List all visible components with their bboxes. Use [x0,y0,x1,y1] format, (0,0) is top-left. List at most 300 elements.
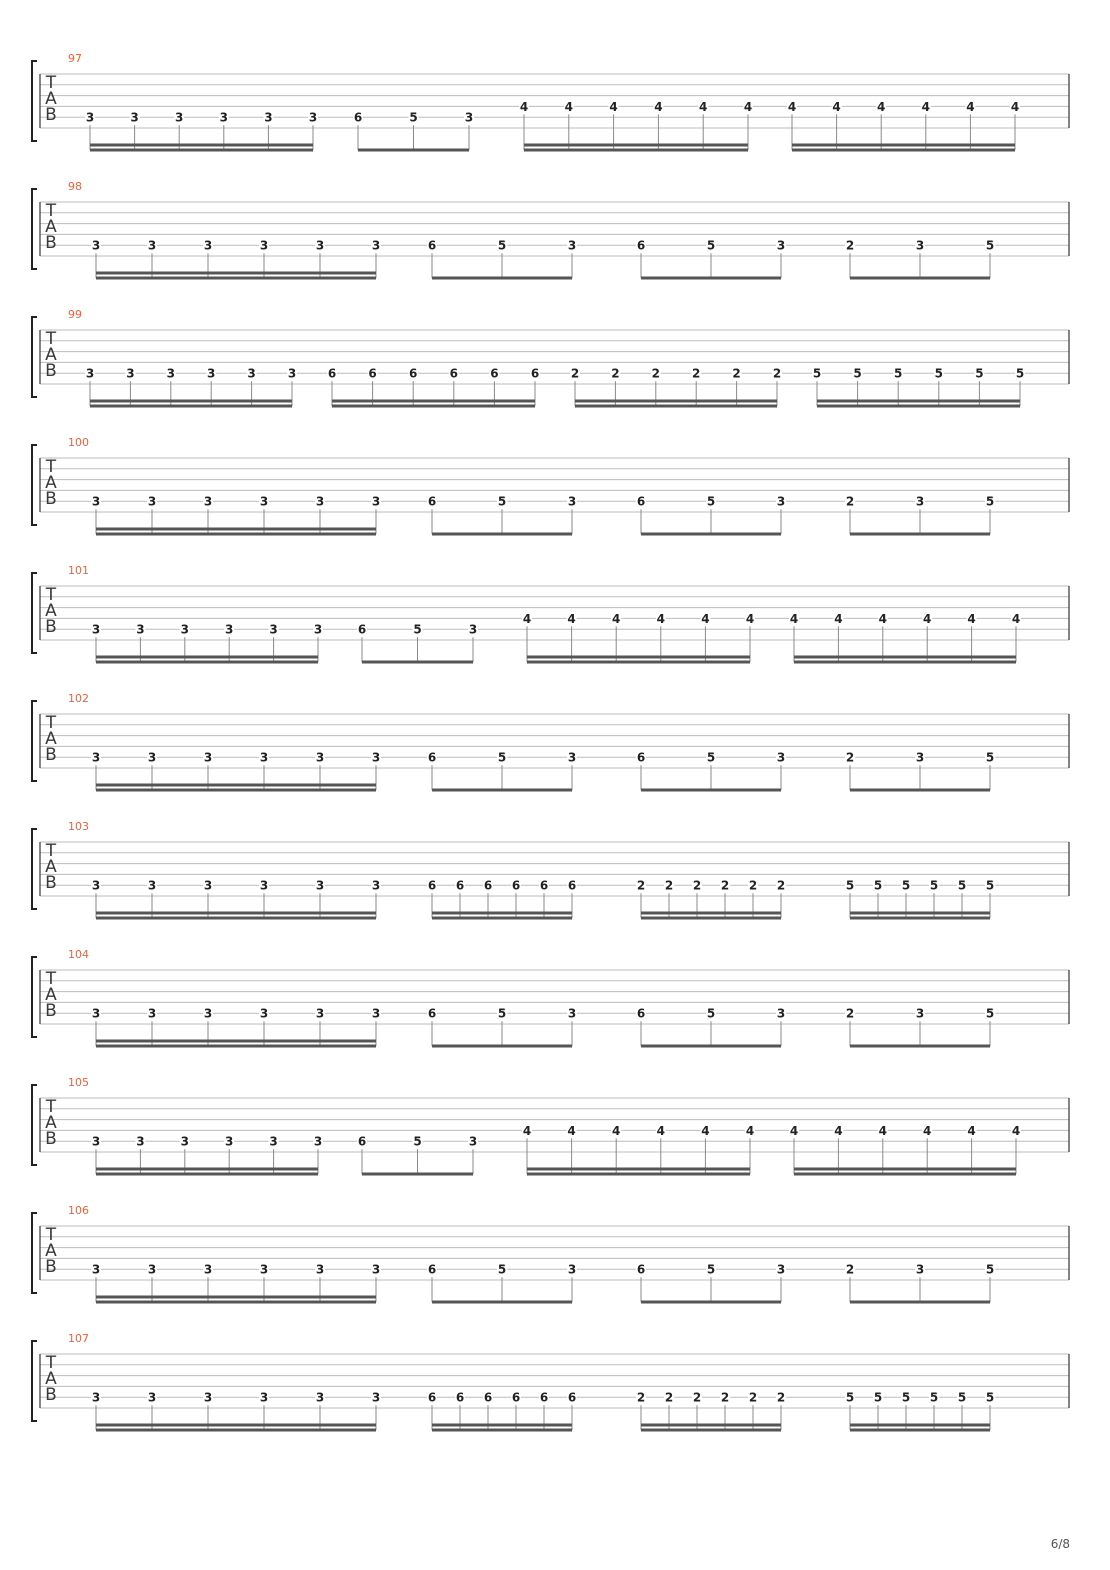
fret-number: 6 [636,1006,646,1021]
fret-number: 3 [269,622,278,637]
fret-number: 3 [269,1134,278,1149]
fret-number: 3 [915,238,925,253]
tab-clef-letter: A [45,601,57,621]
page-number: 6/8 [1050,1537,1070,1551]
fret-number: 2 [636,1390,646,1405]
fret-number: 2 [776,1390,786,1405]
fret-number: 6 [427,750,437,765]
fret-number: 5 [975,366,984,381]
fret-number: 3 [915,494,925,509]
fret-number: 5 [957,1390,967,1405]
fret-number: 3 [371,238,381,253]
fret-number: 4 [701,611,710,626]
fret-number: 3 [91,494,101,509]
fret-number: 6 [636,1262,646,1277]
fret-number: 3 [126,366,135,381]
fret-number: 3 [315,1262,325,1277]
measure-number: 103 [68,820,89,833]
measure-number: 105 [68,1076,89,1089]
fret-number: 6 [427,878,437,893]
fret-number: 3 [259,750,269,765]
fret-number: 2 [664,1390,674,1405]
tab-clef-letter: B [45,1001,57,1021]
fret-number: 3 [203,878,213,893]
fret-number: 5 [985,238,995,253]
fret-number: 3 [464,110,474,125]
tab-clef-letter: B [45,873,57,893]
fret-number: 4 [789,1123,799,1138]
fret-number: 6 [427,494,437,509]
fret-number: 2 [692,366,701,381]
fret-number: 3 [308,110,318,125]
fret-number: 4 [745,1123,755,1138]
fret-number: 3 [136,1134,145,1149]
fret-number: 3 [203,494,213,509]
fret-number: 5 [497,750,507,765]
beam-group [427,1390,577,1430]
fret-number: 3 [567,750,577,765]
fret-number: 6 [327,366,337,381]
fret-number: 3 [147,1006,157,1021]
beam-group [427,1006,577,1046]
measure-number: 107 [68,1332,89,1345]
beam-group [91,1262,381,1302]
fret-number: 4 [654,99,663,114]
beam-group [91,622,323,662]
system-brace [32,1341,37,1421]
fret-number: 3 [776,1006,786,1021]
fret-number: 5 [985,494,995,509]
tab-system [32,1332,1069,1430]
fret-number: 3 [147,494,157,509]
fret-number: 5 [409,110,418,125]
fret-number: 3 [371,750,381,765]
fret-number: 3 [259,494,269,509]
fret-number: 2 [692,1390,702,1405]
fret-number: 5 [894,366,903,381]
beam-group [636,1390,786,1430]
fret-number: 2 [664,878,674,893]
fret-number: 3 [85,110,95,125]
fret-number: 5 [985,750,995,765]
fret-number: 2 [772,366,782,381]
beam-group [522,611,755,662]
beam-group [91,1390,381,1430]
fret-number: 4 [966,99,975,114]
fret-number: 5 [901,878,911,893]
fret-number: 6 [511,1390,521,1405]
tab-clef-letter: A [45,1369,57,1389]
fret-number: 6 [490,366,499,381]
fret-number: 6 [483,878,493,893]
fret-number: 3 [776,238,786,253]
tab-clef-letter: B [45,489,57,509]
beam-group [91,750,381,790]
fret-number: 3 [313,1134,323,1149]
fret-number: 2 [748,1390,758,1405]
fret-number: 5 [873,878,883,893]
tab-clef-letter: A [45,217,57,237]
fret-number: 5 [985,1006,995,1021]
fret-number: 5 [985,1390,995,1405]
beam-group [85,110,318,150]
fret-number: 3 [371,494,381,509]
fret-number: 3 [203,1262,213,1277]
fret-number: 5 [985,1262,995,1277]
tab-clef-letter: B [45,1385,57,1405]
beam-group [636,238,786,278]
tab-clef-letter: A [45,985,57,1005]
fret-number: 4 [519,99,529,114]
system-brace [32,189,37,269]
system-brace [32,829,37,909]
tab-clef-letter: B [45,105,57,125]
fret-number: 3 [147,750,157,765]
fret-number: 4 [834,611,843,626]
beam-group [357,622,478,662]
beam-group [845,1390,995,1430]
fret-number: 6 [539,878,549,893]
tab-clef-letter: T [45,713,57,733]
fret-number: 3 [166,366,175,381]
fret-number: 4 [609,99,618,114]
fret-number: 4 [787,99,797,114]
fret-number: 3 [203,238,213,253]
fret-number: 3 [567,1262,577,1277]
beam-group [570,366,782,406]
fret-number: 4 [832,99,841,114]
fret-number: 6 [636,238,646,253]
fret-number: 6 [427,1262,437,1277]
fret-number: 3 [91,1262,101,1277]
measure-number: 106 [68,1204,89,1217]
fret-number: 5 [706,1006,716,1021]
fret-number: 3 [567,238,577,253]
fret-number: 6 [511,878,521,893]
fret-number: 4 [699,99,708,114]
fret-number: 4 [1011,1123,1021,1138]
tab-clef-letter: T [45,841,57,861]
fret-number: 4 [967,611,976,626]
fret-number: 6 [530,366,540,381]
tab-clef-letter: B [45,745,57,765]
tab-clef-letter: B [45,1129,57,1149]
fret-number: 4 [522,611,532,626]
fret-number: 6 [427,1006,437,1021]
tab-clef-letter: A [45,1241,57,1261]
fret-number: 4 [522,1123,532,1138]
fret-number: 4 [878,611,887,626]
beam-group [91,878,381,918]
beam-group [427,494,577,534]
fret-number: 4 [1010,99,1020,114]
tab-clef-letter: A [45,345,57,365]
fret-number: 4 [789,611,799,626]
fret-number: 3 [203,750,213,765]
fret-number: 4 [923,611,932,626]
measure-number: 97 [68,52,82,65]
fret-number: 3 [91,238,101,253]
fret-number: 2 [720,1390,730,1405]
system-brace [32,701,37,781]
fret-number: 6 [539,1390,549,1405]
tab-system [32,308,1069,406]
tab-system [32,820,1069,918]
fret-number: 3 [313,622,323,637]
fret-number: 6 [409,366,418,381]
fret-number: 4 [701,1123,710,1138]
system-brace [32,445,37,525]
fret-number: 3 [136,622,145,637]
fret-number: 4 [743,99,753,114]
beam-group [91,1006,381,1046]
beam-group [91,494,381,534]
fret-number: 6 [455,878,465,893]
fret-number: 3 [85,366,95,381]
measure-number: 104 [68,948,89,961]
fret-number: 6 [567,878,577,893]
fret-number: 3 [315,750,325,765]
tab-clef-letter: A [45,89,57,109]
fret-number: 2 [748,878,758,893]
fret-number: 4 [567,611,576,626]
measure-number: 102 [68,692,89,705]
fret-number: 5 [706,750,716,765]
fret-number: 2 [845,750,855,765]
fret-number: 3 [259,1262,269,1277]
beam-group [519,99,753,150]
fret-number: 4 [878,1123,887,1138]
fret-number: 4 [564,99,573,114]
fret-number: 2 [845,1262,855,1277]
fret-number: 2 [692,878,702,893]
tab-clef-letter: T [45,73,57,93]
fret-number: 3 [264,110,273,125]
fret-number: 4 [745,611,755,626]
fret-number: 2 [611,366,620,381]
measure-number: 98 [68,180,82,193]
fret-number: 3 [259,1006,269,1021]
tab-clef-letter: T [45,1097,57,1117]
fret-number: 4 [567,1123,576,1138]
beam-group [427,878,577,918]
fret-number: 3 [147,1262,157,1277]
tab-system [32,1204,1069,1302]
fret-number: 3 [915,1262,925,1277]
system-brace [32,317,37,397]
tab-clef-letter: A [45,729,57,749]
fret-number: 5 [413,622,422,637]
beam-group [845,494,995,534]
fret-number: 4 [967,1123,976,1138]
fret-number: 2 [845,1006,855,1021]
tab-clef-letter: T [45,457,57,477]
fret-number: 4 [656,1123,665,1138]
fret-number: 5 [706,238,716,253]
fret-number: 3 [315,1006,325,1021]
fret-number: 2 [776,878,786,893]
beam-group [522,1123,755,1174]
fret-number: 2 [570,366,580,381]
fret-number: 4 [612,611,621,626]
fret-number: 3 [287,366,297,381]
fret-number: 5 [413,1134,422,1149]
measure-number: 100 [68,436,89,449]
tab-clef-letter: T [45,1353,57,1373]
fret-number: 4 [834,1123,843,1138]
beam-group [427,238,577,278]
fret-number: 6 [357,622,367,637]
beam-group [845,750,995,790]
fret-number: 3 [315,1390,325,1405]
fret-number: 3 [147,878,157,893]
fret-number: 6 [357,1134,367,1149]
fret-number: 5 [845,1390,855,1405]
beam-group [353,110,474,150]
fret-number: 3 [91,622,101,637]
measure-number: 101 [68,564,89,577]
fret-number: 3 [91,1006,101,1021]
beam-group [91,1134,323,1174]
fret-number: 3 [247,366,256,381]
fret-number: 5 [901,1390,911,1405]
fret-number: 6 [567,1390,577,1405]
fret-number: 3 [180,1134,189,1149]
fret-number: 2 [636,878,646,893]
fret-number: 3 [315,238,325,253]
fret-number: 3 [468,622,478,637]
fret-number: 3 [468,1134,478,1149]
fret-number: 2 [732,366,741,381]
tab-clef-letter: B [45,361,57,381]
fret-number: 3 [180,622,189,637]
beam-group [636,1262,786,1302]
fret-number: 3 [203,1390,213,1405]
fret-number: 2 [720,878,730,893]
tab-clef-letter: T [45,1225,57,1245]
fret-number: 3 [371,1262,381,1277]
fret-number: 3 [315,494,325,509]
beam-group [845,878,995,918]
fret-number: 5 [845,878,855,893]
tab-system [32,948,1069,1046]
beam-group [636,494,786,534]
fret-number: 6 [636,750,646,765]
beam-group [636,1006,786,1046]
tab-clef-letter: B [45,617,57,637]
fret-number: 3 [776,750,786,765]
fret-number: 5 [706,494,716,509]
fret-number: 5 [957,878,967,893]
fret-number: 5 [497,1006,507,1021]
fret-number: 3 [91,878,101,893]
beam-group [357,1134,478,1174]
fret-number: 3 [259,238,269,253]
fret-number: 5 [497,238,507,253]
beam-group [85,366,297,406]
fret-number: 3 [225,622,234,637]
tab-clef-letter: A [45,1113,57,1133]
fret-number: 5 [1015,366,1025,381]
fret-number: 6 [353,110,363,125]
fret-number: 6 [427,238,437,253]
beam-group [845,238,995,278]
system-brace [32,61,37,141]
fret-number: 3 [203,1006,213,1021]
beam-group [789,1123,1021,1174]
fret-number: 5 [929,878,939,893]
tab-clef-letter: A [45,857,57,877]
fret-number: 3 [91,1390,101,1405]
fret-number: 3 [567,1006,577,1021]
fret-number: 4 [921,99,930,114]
tab-clef-letter: T [45,201,57,221]
beam-group [427,750,577,790]
beam-group [91,238,381,278]
fret-number: 3 [147,238,157,253]
fret-number: 6 [483,1390,493,1405]
fret-number: 3 [371,1390,381,1405]
fret-number: 3 [371,878,381,893]
beam-group [636,750,786,790]
fret-number: 5 [934,366,943,381]
fret-number: 3 [175,110,184,125]
fret-number: 5 [985,878,995,893]
fret-number: 2 [651,366,660,381]
fret-number: 6 [427,1390,437,1405]
fret-number: 4 [656,611,665,626]
tab-clef-letter: T [45,969,57,989]
fret-number: 6 [449,366,458,381]
fret-number: 3 [315,878,325,893]
fret-number: 3 [259,878,269,893]
beam-group [427,1262,577,1302]
tab-clef-letter: B [45,1257,57,1277]
fret-number: 3 [219,110,228,125]
fret-number: 3 [259,1390,269,1405]
tab-system [32,692,1069,790]
fret-number: 5 [929,1390,939,1405]
fret-number: 6 [636,494,646,509]
fret-number: 4 [612,1123,621,1138]
system-brace [32,573,37,653]
fret-number: 5 [497,494,507,509]
beam-group [789,611,1021,662]
system-brace [32,1213,37,1293]
fret-number: 5 [812,366,822,381]
tab-system [32,52,1069,150]
system-brace [32,1085,37,1165]
beam-group [636,878,786,918]
fret-number: 3 [91,1134,101,1149]
fret-number: 6 [368,366,377,381]
fret-number: 3 [776,494,786,509]
tab-system [32,1076,1069,1174]
fret-number: 3 [371,1006,381,1021]
tab-clef-letter: A [45,473,57,493]
tab-system [32,564,1069,662]
measure-number: 99 [68,308,82,321]
fret-number: 2 [845,494,855,509]
fret-number: 5 [497,1262,507,1277]
beam-group [812,366,1025,406]
fret-number: 4 [923,1123,932,1138]
beam-group [787,99,1020,150]
system-brace [32,957,37,1037]
fret-number: 3 [915,750,925,765]
fret-number: 5 [873,1390,883,1405]
beam-group [845,1006,995,1046]
